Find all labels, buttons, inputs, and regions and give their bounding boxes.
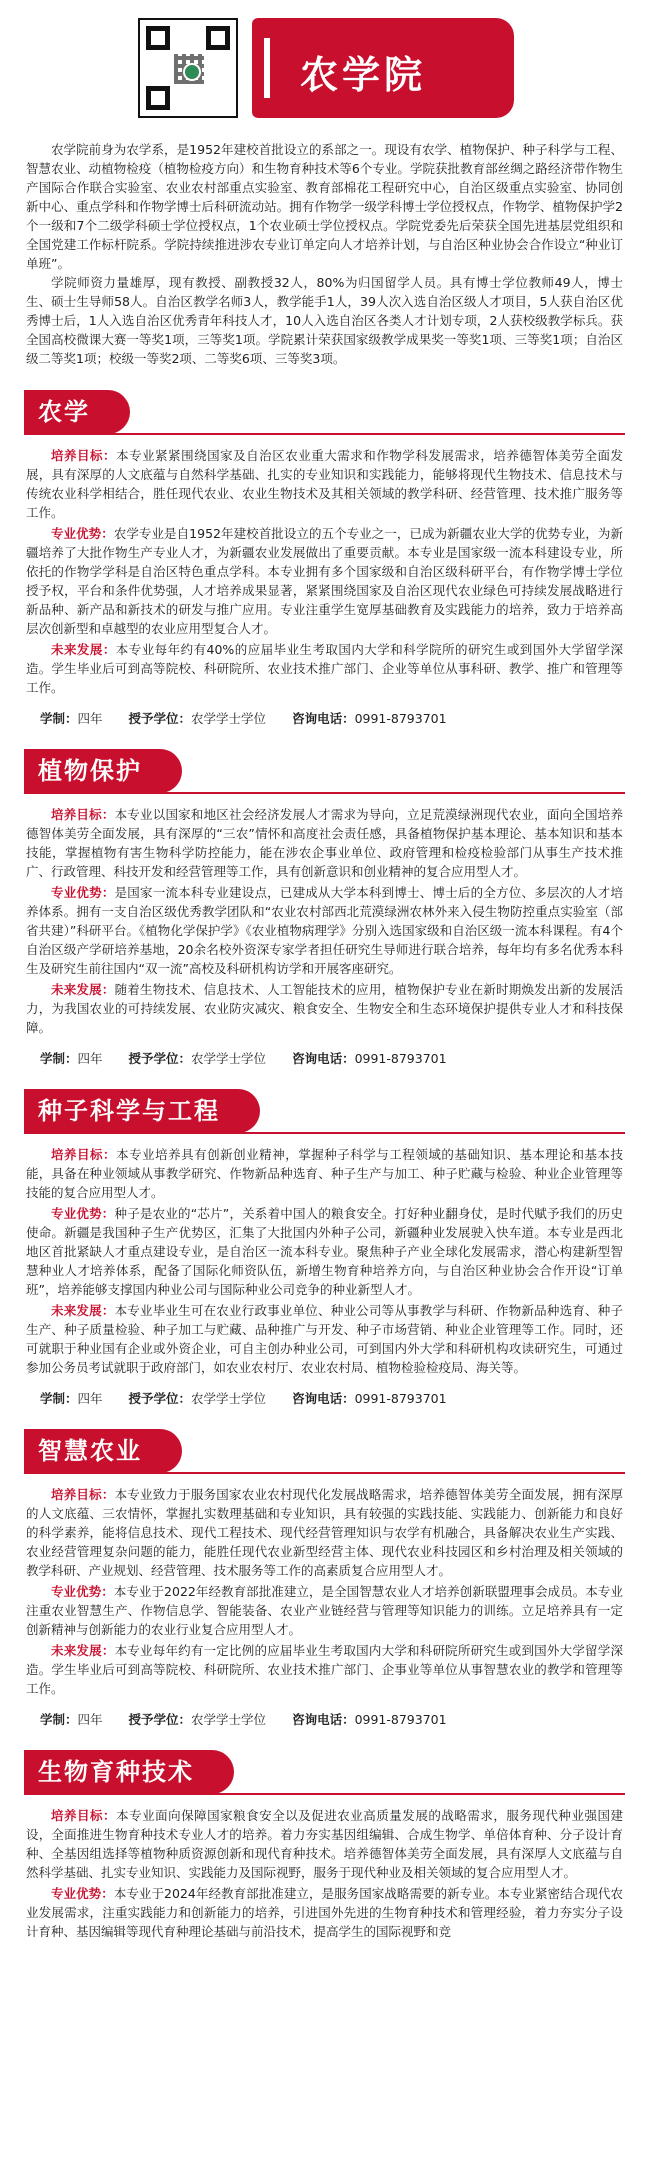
degree-label: 授予学位： — [128, 1712, 192, 1727]
advantage-label: 专业优势： — [51, 526, 114, 541]
major-section — [0, 1089, 649, 1407]
phone-value[interactable]: 0991-8793701 — [354, 1391, 447, 1406]
section-rule — [24, 1472, 625, 1474]
advantage-text: 本专业于2022年经教育部批准建立，是全国智慧农业人才培养创新联盟理事会成员。本专业注重农业智慧生产、作物信息学、智能装备、农业产业链经营与管理等知识能力的训练。立足培养具有一定创新精神与创新能力的农业行业复合应用型人才。 — [26, 1584, 623, 1637]
future-paragraph — [26, 1641, 623, 1698]
phone-label: 咨询电话： — [292, 1051, 355, 1066]
section-body — [0, 1137, 649, 1377]
major-section — [0, 749, 649, 1067]
degree-info — [129, 1710, 267, 1728]
duration-label: 学制： — [40, 1712, 78, 1727]
section-title: 生物育种技术 — [24, 1750, 234, 1794]
qr-finder-icon — [146, 26, 170, 50]
college-intro — [0, 140, 649, 368]
phone-label: 咨询电话： — [292, 1712, 355, 1727]
section-header — [0, 1750, 649, 1798]
degree-info — [129, 709, 267, 727]
goal-text: 本专业致力于服务国家农业农村现代化发展战略需求，培养德智体美劳全面发展，拥有深厚的人文底蕴、三农情怀，掌握扎实数理基础和专业知识，具有较强的实践技能、实践能力、创新能力和良好的科学素养，能将信息技术、现代工程技术、现代经营管理知识与农学有机融合，具备解决农业生产实践、农业经营管理复杂问题的能力，能胜任现代农业新型经营主体、现代农业科技园区和乡村治理及相关领域的教学科研、产业规划、经营管理、技术服务等工作的高素质复合应用型人才。 — [26, 1487, 623, 1578]
duration-info — [40, 1710, 103, 1728]
goal-paragraph — [26, 1145, 623, 1202]
section-title: 种子科学与工程 — [24, 1089, 260, 1133]
advantage-paragraph — [26, 524, 623, 638]
duration-label: 学制： — [40, 711, 78, 726]
degree-value: 农学学士学位 — [191, 711, 267, 726]
goal-paragraph — [26, 1806, 623, 1882]
intro-paragraph: 学院师资力量雄厚，现有教授、副教授32人，80%为归国留学人员。具有博士学位教师49人，博士生、硕士生导师58人。自治区教学名师3人，教学能手1人，39人次入选自治区级人才项目，5人获自治区优秀博士后，1人入选自治区优秀青年科技人才，10人入选自治区各类人才计划专项，2人获校级教学标兵。获全国高校微课大赛一等奖1项，三等奖1项。学院累计荣获国家级教学成果奖一等奖1项、三等奖1项；自治区级二等奖1项；校级一等奖2项、二等奖6项、三等奖3项。 — [26, 275, 623, 366]
header — [0, 0, 649, 140]
qr-finder-icon — [146, 86, 170, 110]
duration-info — [40, 1049, 103, 1067]
degree-label: 授予学位： — [128, 711, 192, 726]
goal-paragraph — [26, 446, 623, 522]
phone-label: 咨询电话： — [292, 711, 355, 726]
college-title: 农学院 — [300, 53, 427, 97]
duration-label: 学制： — [40, 1051, 78, 1066]
goal-text: 本专业培养具有创新创业精神，掌握种子科学与工程领域的基础知识、基本理论和基本技能，具备在种业领域从事教学研究、作物新品种选育、种子生产与加工、种子贮藏与检验、种业企业管理等技能的复合应用型人才。 — [26, 1147, 623, 1200]
future-text: 随着生物技术、信息技术、人工智能技术的应用，植物保护专业在新时期焕发出新的发展活力，为我国农业的可持续发展、农业防灾减灾、粮食安全、生物安全和生态环境保护提供专业人才和科技保障。 — [26, 982, 623, 1035]
phone-value[interactable]: 0991-8793701 — [354, 1712, 447, 1727]
section-rule — [24, 433, 625, 435]
degree-info — [129, 1389, 267, 1407]
goal-text: 本专业以国家和地区社会经济发展人才需求为导向，立足荒漠绿洲现代农业，面向全国培养德智体美劳全面发展，具有深厚的“三农”情怀和高度社会责任感，具备植物保护基本理论、基本知识和基本技能，掌握植物有害生物科学防控能力，能在涉农企事业单位、政府管理和检疫检验部门从事生产技术推广、行政管理、科技开发和经营管理等工作，具有创新意识和创业精神的复合应用型人才。 — [26, 807, 623, 879]
duration-info — [40, 1389, 103, 1407]
section-rule — [24, 1132, 625, 1134]
advantage-paragraph — [26, 1204, 623, 1299]
advantage-text: 是国家一流本科专业建设点，已建成从大学本科到博士、博士后的全方位、多层次的人才培养体系。拥有一支自治区级优秀教学团队和“农业农村部西北荒漠绿洲农林外来入侵生物防控重点实验室（部省共建）”科研平台。《植物化学保护学》《农业植物病理学》分别入选国家级和自治区级一流本科课程。有4个自治区级产学研培养基地，20余名校外资深专家学者担任研究生导师进行联合培养，每年均有多名优秀本科生及研究生前往国内“双一流”高校及科研机构访学和开展客座研究。 — [26, 885, 623, 976]
section-body — [0, 797, 649, 1037]
banner-divider — [264, 38, 270, 98]
phone-info[interactable] — [292, 709, 447, 727]
degree-value: 农学学士学位 — [191, 1391, 267, 1406]
goal-label: 培养目标： — [51, 807, 115, 822]
future-label: 未来发展： — [51, 642, 116, 657]
qr-finder-icon — [206, 26, 230, 50]
phone-value[interactable]: 0991-8793701 — [354, 1051, 447, 1066]
advantage-label: 专业优势： — [51, 885, 115, 900]
goal-paragraph — [26, 1485, 623, 1580]
school-logo-icon — [183, 63, 201, 81]
degree-value: 农学学士学位 — [191, 1712, 267, 1727]
major-section — [0, 1429, 649, 1728]
duration-value: 四年 — [77, 1712, 103, 1727]
advantage-text: 农学专业是自1952年建校首批设立的五个专业之一，已成为新疆农业大学的优势专业，为新疆培养了大批作物生产专业人才，为新疆农业发展做出了重要贡献。本专业是国家级一流本科建设专业，所依托的作物学学科是自治区特色重点学科。本专业拥有多个国家级和自治区级科研平台，有作物学博士学位授予权，平台和条件优势强，人才培养成果显著，紧紧围绕国家及自治区现代农业绿色可持续发展战略进行新品种、新产品和新技术的研发与推广应用。专业注重学生宽厚基础教育及实践能力的培养，致力于培养高层次创新型和卓越型的农业应用型复合人才。 — [26, 526, 623, 636]
section-header — [0, 749, 649, 797]
future-text: 本专业每年约有一定比例的应届毕业生考取国内大学和科研院所研究生或到国外大学留学深造。学生毕业后可到高等院校、科研院所、农业技术推广部门、企事业等单位从事智慧农业的教学和管理等工作。 — [26, 1643, 623, 1696]
major-section — [0, 1750, 649, 1941]
advantage-label: 专业优势： — [51, 1206, 115, 1221]
section-rule — [24, 1793, 625, 1795]
advantage-label: 专业优势： — [51, 1584, 114, 1599]
section-body — [0, 1798, 649, 1941]
advantage-paragraph — [26, 1884, 623, 1941]
degree-info — [129, 1049, 267, 1067]
duration-value: 四年 — [77, 1051, 103, 1066]
goal-label: 培养目标： — [51, 448, 117, 463]
section-meta — [0, 1379, 649, 1407]
advantage-text: 本专业于2024年经教育部批准建立，是服务国家战略需要的新专业。本专业紧密结合现代农业发展需求，注重实践能力和创新能力的培养，引进国外先进的生物育种技术和管理经验，着力夯实分子设计育种、基因编辑等现代育种理论基础与前沿技术，提高学生的国际视野和竞 — [26, 1886, 623, 1939]
section-title: 农学 — [24, 390, 130, 434]
phone-label: 咨询电话： — [292, 1391, 355, 1406]
phone-value[interactable]: 0991-8793701 — [354, 711, 447, 726]
future-paragraph — [26, 1301, 623, 1377]
duration-value: 四年 — [77, 1391, 103, 1406]
goal-label: 培养目标： — [51, 1487, 115, 1502]
phone-info[interactable] — [292, 1710, 447, 1728]
future-label: 未来发展： — [51, 1643, 115, 1658]
degree-label: 授予学位： — [128, 1391, 192, 1406]
goal-text: 本专业面向保障国家粮食安全以及促进农业高质量发展的战略需求，服务现代种业强国建设，全面推进生物育种技术专业人才的培养。着力夯实基因组编辑、合成生物学、单倍体育种、分子设计育种、全基因组选择等植物种质资源创新和现代育种技术。培养德智体美劳全面发展，具有深厚人文底蕴与自然科学基础、扎实专业知识、实践能力及国际视野，服务于现代种业及相关领域的复合应用型人才。 — [26, 1808, 623, 1880]
degree-label: 授予学位： — [128, 1051, 192, 1066]
section-header — [0, 1089, 649, 1137]
phone-info[interactable] — [292, 1049, 447, 1067]
college-banner — [252, 18, 514, 118]
qr-code[interactable] — [138, 18, 238, 118]
phone-info[interactable] — [292, 1389, 447, 1407]
duration-value: 四年 — [77, 711, 103, 726]
major-section — [0, 390, 649, 727]
section-meta — [0, 699, 649, 727]
goal-paragraph — [26, 805, 623, 881]
advantage-text: 种子是农业的“芯片”，关系着中国人的粮食安全。打好种业翻身仗，是时代赋予我们的历史使命。新疆是我国种子生产优势区，汇集了大批国内外种子公司，新疆种业发展驶入快车道。本专业是西北地区首批紧缺人才重点建设专业，是自治区一流本科专业。聚焦种子产业全球化发展需求，潜心构建新型智慧种业人才培养体系，配备了国际化师资队伍，新增生物育种培养方向，与自治区种业协会合作开设“订单班”，培养能够支撑国内种业公司与国际种业公司竞争的种业新型人才。 — [26, 1206, 623, 1297]
goal-label: 培养目标： — [51, 1808, 117, 1823]
future-paragraph — [26, 640, 623, 697]
goal-text: 本专业紧紧围绕国家及自治区农业重大需求和作物学科发展需求，培养德智体美劳全面发展，具有深厚的人文底蕴与自然科学基础、扎实的专业知识和实践能力，能够将现代生物技术、信息技术与传统农业科学相结合，胜任现代农业、农业生物技术及其相关领域的教学科研、经营管理、技术推广服务等工作。 — [26, 448, 623, 520]
advantage-label: 专业优势： — [51, 1886, 114, 1901]
section-header — [0, 1429, 649, 1477]
section-rule — [24, 792, 625, 794]
duration-label: 学制： — [40, 1391, 78, 1406]
advantage-paragraph — [26, 883, 623, 978]
future-label: 未来发展： — [51, 1303, 115, 1318]
degree-value: 农学学士学位 — [191, 1051, 267, 1066]
section-header — [0, 390, 649, 438]
advantage-paragraph — [26, 1582, 623, 1639]
section-body — [0, 438, 649, 697]
intro-paragraph: 农学院前身为农学系，是1952年建校首批设立的系部之一。现设有农学、植物保护、种子科学与工程、智慧农业、动植物检疫（植物检疫方向）和生物育种技术等6个专业。学院获批教育部丝绸之路经济带作物生产国际合作联合实验室、农业农村部重点实验室、教育部棉花工程研究中心，自治区级重点实验室、协同创新中心、重点学科和作物学博士后科研流动站。拥有作物学一级学科博士学位授权点，作物学、植物保护学2个一级和7个二级学科硕士学位授权点，1个农业硕士学位授权点。学院党委先后荣获全国先进基层党组织和全国党建工作标杆院系。学院持续推进涉农专业订单定向人才培养计划，与自治区种业协会合作设立“种业订单班”。 — [26, 142, 623, 271]
section-meta — [0, 1700, 649, 1728]
future-text: 本专业每年约有40%的应届毕业生考取国内大学和科学院所的研究生或到国外大学留学深造。学生毕业后可到高等院校、科研院所、农业技术推广部门、企业等单位从事科研、教学、推广和管理等工作。 — [26, 642, 623, 695]
future-label: 未来发展： — [51, 982, 115, 997]
section-meta — [0, 1039, 649, 1067]
future-paragraph — [26, 980, 623, 1037]
section-body — [0, 1477, 649, 1698]
goal-label: 培养目标： — [51, 1147, 117, 1162]
section-title: 植物保护 — [24, 749, 182, 793]
duration-info — [40, 709, 103, 727]
future-text: 本专业毕业生可在农业行政事业单位、种业公司等从事教学与科研、作物新品种选育、种子生产、种子质量检验、种子加工与贮藏、品种推广与开发、种子市场营销、种业企业管理等工作。同时，还可就职于种业国有企业或外资企业，可自主创办种业公司，可到国内外大学和科研机构攻读研究生，可通过参加公务员考试就职于政府部门，如农业农村厅、农业农村局、植物检验检疫局、海关等。 — [26, 1303, 623, 1375]
section-title: 智慧农业 — [24, 1429, 182, 1473]
major-sections — [0, 390, 649, 1941]
